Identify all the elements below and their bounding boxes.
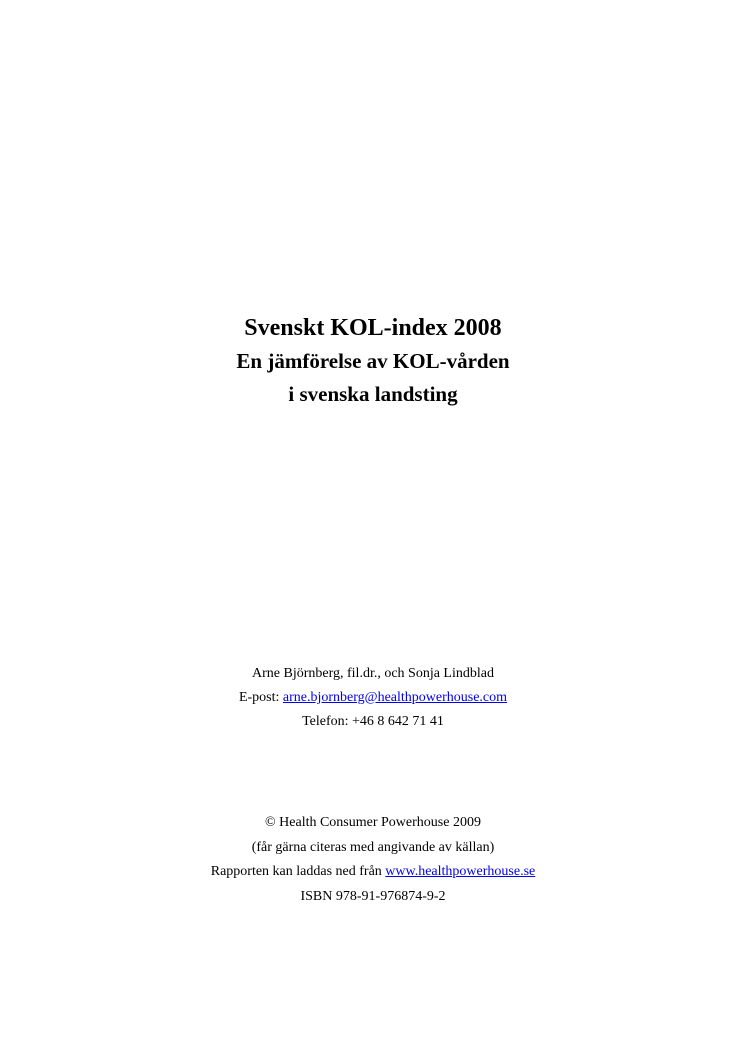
document-subtitle-line-1: En jämförelse av KOL-vården [236, 349, 510, 373]
email-link[interactable]: arne.bjornberg@healthpowerhouse.com [282, 690, 508, 705]
title-block [0, 311, 746, 411]
author-block [0, 662, 746, 734]
download-label: Rapporten kan laddas ned från [210, 864, 386, 879]
phone-line: Telefon: +46 8 642 71 41 [302, 714, 444, 729]
document-subtitle-line-2: i svenska landsting [288, 382, 458, 406]
email-line [0, 686, 746, 710]
document-title: Svenskt KOL-index 2008 [244, 315, 502, 341]
author-names: Arne Björnberg, fil.dr., och Sonja Lindblad [252, 666, 494, 681]
copyright-line: © Health Consumer Powerhouse 2009 [265, 815, 481, 830]
website-link[interactable]: www.healthpowerhouse.se [385, 864, 536, 879]
isbn-line: ISBN 978-91-976874-9-2 [300, 888, 446, 904]
email-label: E-post: [238, 690, 283, 705]
citation-note: (får gärna citeras med angivande av källan) [251, 839, 495, 855]
publisher-block [0, 811, 746, 909]
download-line [0, 860, 746, 885]
